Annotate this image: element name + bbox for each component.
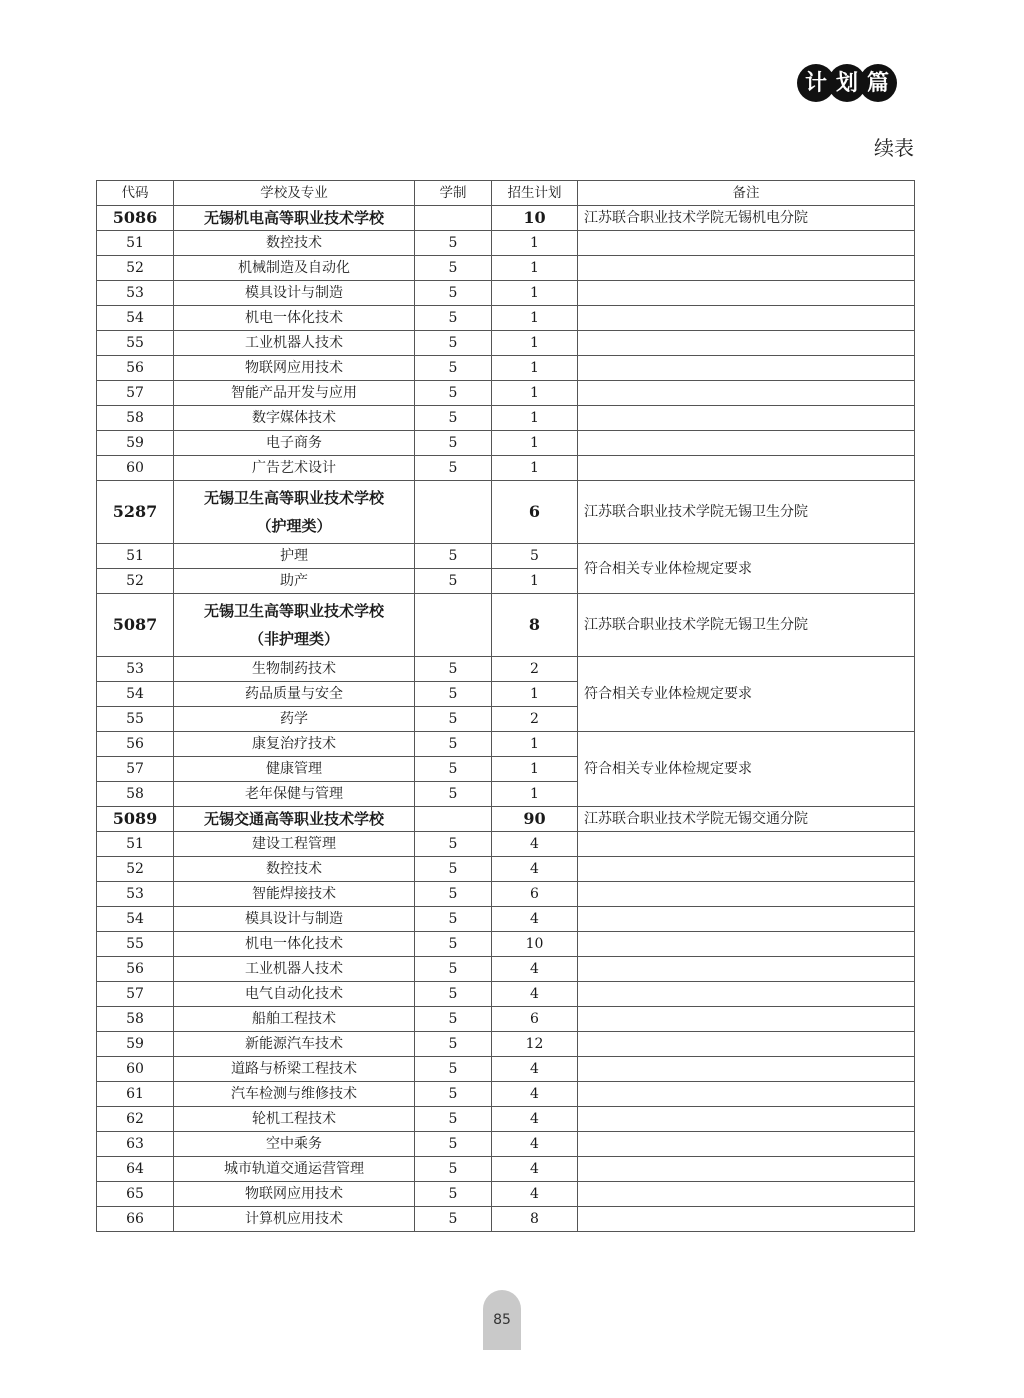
- major-name: 药学: [174, 707, 415, 732]
- major-name: 康复治疗技术: [174, 732, 415, 757]
- years: 5: [415, 1032, 492, 1057]
- major-name: 建设工程管理: [174, 832, 415, 857]
- major-code: 58: [97, 406, 174, 431]
- years: 5: [415, 1082, 492, 1107]
- major-row: [97, 256, 915, 281]
- years: 5: [415, 657, 492, 682]
- major-code: 62: [97, 1107, 174, 1132]
- enrollment-plan-table: [96, 180, 915, 1232]
- enrollment-plan: 1: [492, 356, 578, 381]
- column-header-plan: 招生计划: [492, 181, 578, 206]
- major-code: 60: [97, 456, 174, 481]
- enrollment-plan: 1: [492, 331, 578, 356]
- note: [578, 1007, 915, 1032]
- enrollment-plan: 10: [492, 932, 578, 957]
- note: [578, 1157, 915, 1182]
- major-code: 51: [97, 832, 174, 857]
- years: 5: [415, 431, 492, 456]
- enrollment-plan: 1: [492, 757, 578, 782]
- enrollment-plan: 4: [492, 1082, 578, 1107]
- years: 5: [415, 569, 492, 594]
- note: [578, 231, 915, 256]
- note: [578, 1082, 915, 1107]
- school-code: 5086: [97, 206, 174, 231]
- major-code: 51: [97, 544, 174, 569]
- note: [578, 1032, 915, 1057]
- note: 江苏联合职业技术学院无锡卫生分院: [578, 481, 915, 544]
- major-code: 55: [97, 331, 174, 356]
- note: 符合相关专业体检规定要求: [578, 544, 915, 594]
- enrollment-plan: 10: [492, 206, 578, 231]
- years: 5: [415, 331, 492, 356]
- enrollment-plan: 1: [492, 381, 578, 406]
- years: 5: [415, 406, 492, 431]
- major-code: 65: [97, 1182, 174, 1207]
- enrollment-plan: 4: [492, 982, 578, 1007]
- major-name: 物联网应用技术: [174, 356, 415, 381]
- major-code: 64: [97, 1157, 174, 1182]
- note: [578, 306, 915, 331]
- major-row: [97, 1007, 915, 1032]
- major-row: [97, 406, 915, 431]
- note: [578, 832, 915, 857]
- note: [578, 1107, 915, 1132]
- enrollment-plan: 4: [492, 1057, 578, 1082]
- years: 5: [415, 1107, 492, 1132]
- years: 5: [415, 682, 492, 707]
- major-name: 模具设计与制造: [174, 907, 415, 932]
- major-name: 广告艺术设计: [174, 456, 415, 481]
- section-logo: [797, 64, 897, 102]
- school-code: 5087: [97, 594, 174, 657]
- major-name: 轮机工程技术: [174, 1107, 415, 1132]
- enrollment-plan: 4: [492, 857, 578, 882]
- note: [578, 907, 915, 932]
- note: [578, 982, 915, 1007]
- major-code: 56: [97, 356, 174, 381]
- years: [415, 594, 492, 657]
- major-name: 道路与桥梁工程技术: [174, 1057, 415, 1082]
- major-row: [97, 281, 915, 306]
- note: [578, 256, 915, 281]
- major-code: 55: [97, 707, 174, 732]
- years: 5: [415, 782, 492, 807]
- enrollment-plan: 4: [492, 1157, 578, 1182]
- major-name: 机电一体化技术: [174, 306, 415, 331]
- enrollment-plan: 4: [492, 907, 578, 932]
- major-code: 56: [97, 732, 174, 757]
- major-code: 60: [97, 1057, 174, 1082]
- major-row: [97, 957, 915, 982]
- enrollment-plan: 5: [492, 544, 578, 569]
- enrollment-plan: 4: [492, 957, 578, 982]
- note: [578, 1132, 915, 1157]
- note: 江苏联合职业技术学院无锡卫生分院: [578, 594, 915, 657]
- major-code: 58: [97, 782, 174, 807]
- years: [415, 807, 492, 832]
- note: [578, 431, 915, 456]
- table-header-row: [97, 181, 915, 206]
- major-name: 船舶工程技术: [174, 1007, 415, 1032]
- note: [578, 406, 915, 431]
- enrollment-plan: 1: [492, 281, 578, 306]
- major-row: [97, 932, 915, 957]
- enrollment-plan: 2: [492, 707, 578, 732]
- years: 5: [415, 832, 492, 857]
- major-name: 电子商务: [174, 431, 415, 456]
- years: 5: [415, 1057, 492, 1082]
- enrollment-plan: 6: [492, 882, 578, 907]
- note: [578, 456, 915, 481]
- years: 5: [415, 231, 492, 256]
- school-row: [97, 481, 915, 544]
- logo-char-3: 篇: [859, 64, 897, 102]
- years: 5: [415, 757, 492, 782]
- enrollment-plan: 1: [492, 732, 578, 757]
- school-code: 5287: [97, 481, 174, 544]
- enrollment-plan: 8: [492, 594, 578, 657]
- school-name-line: 无锡卫生高等职业技术学校: [203, 602, 384, 620]
- major-code: 53: [97, 657, 174, 682]
- note: [578, 356, 915, 381]
- school-code: 5089: [97, 807, 174, 832]
- major-code: 52: [97, 256, 174, 281]
- school-name: [174, 594, 415, 657]
- years: 5: [415, 882, 492, 907]
- major-name: 新能源汽车技术: [174, 1032, 415, 1057]
- enrollment-plan: 4: [492, 1182, 578, 1207]
- note: [578, 932, 915, 957]
- school-row: [97, 594, 915, 657]
- major-row: [97, 857, 915, 882]
- major-code: 52: [97, 857, 174, 882]
- major-name: 健康管理: [174, 757, 415, 782]
- enrollment-plan: 90: [492, 807, 578, 832]
- enrollment-plan: 4: [492, 1107, 578, 1132]
- major-name: 工业机器人技术: [174, 331, 415, 356]
- major-name: 生物制药技术: [174, 657, 415, 682]
- school-row: [97, 807, 915, 832]
- major-code: 54: [97, 306, 174, 331]
- school-name: [174, 481, 415, 544]
- years: 5: [415, 982, 492, 1007]
- major-row: [97, 1182, 915, 1207]
- years: 5: [415, 1007, 492, 1032]
- major-name: 药品质量与安全: [174, 682, 415, 707]
- major-code: 54: [97, 907, 174, 932]
- major-row: [97, 231, 915, 256]
- school-row: [97, 206, 915, 231]
- major-name: 工业机器人技术: [174, 957, 415, 982]
- major-row: [97, 1107, 915, 1132]
- years: 5: [415, 932, 492, 957]
- major-code: 63: [97, 1132, 174, 1157]
- enrollment-plan: 1: [492, 256, 578, 281]
- major-name: 空中乘务: [174, 1132, 415, 1157]
- note: [578, 381, 915, 406]
- years: 5: [415, 356, 492, 381]
- major-name: 汽车检测与维修技术: [174, 1082, 415, 1107]
- enrollment-plan: 1: [492, 456, 578, 481]
- school-category-line: （护理类）: [256, 517, 332, 535]
- major-row: [97, 456, 915, 481]
- major-code: 57: [97, 381, 174, 406]
- major-name: 老年保健与管理: [174, 782, 415, 807]
- years: 5: [415, 1132, 492, 1157]
- major-code: 57: [97, 982, 174, 1007]
- years: 5: [415, 1182, 492, 1207]
- major-row: [97, 832, 915, 857]
- years: [415, 481, 492, 544]
- major-row: [97, 982, 915, 1007]
- note: [578, 1207, 915, 1232]
- enrollment-plan: 1: [492, 431, 578, 456]
- major-name: 护理: [174, 544, 415, 569]
- years: 5: [415, 381, 492, 406]
- note: 符合相关专业体检规定要求: [578, 657, 915, 732]
- years: 5: [415, 707, 492, 732]
- enrollment-plan: 1: [492, 306, 578, 331]
- note: [578, 957, 915, 982]
- major-row: [97, 1207, 915, 1232]
- major-row: [97, 381, 915, 406]
- years: 5: [415, 256, 492, 281]
- enrollment-plan: 4: [492, 832, 578, 857]
- note: [578, 331, 915, 356]
- years: 5: [415, 1157, 492, 1182]
- major-code: 61: [97, 1082, 174, 1107]
- major-name: 机械制造及自动化: [174, 256, 415, 281]
- table-body: [97, 206, 915, 1232]
- years: 5: [415, 456, 492, 481]
- page-number: 85: [493, 1312, 511, 1328]
- major-code: 54: [97, 682, 174, 707]
- major-name: 电气自动化技术: [174, 982, 415, 1007]
- major-name: 计算机应用技术: [174, 1207, 415, 1232]
- major-row: [97, 907, 915, 932]
- column-header-years: 学制: [415, 181, 492, 206]
- major-row: [97, 657, 915, 682]
- major-row: [97, 544, 915, 569]
- major-name: 智能焊接技术: [174, 882, 415, 907]
- major-name: 物联网应用技术: [174, 1182, 415, 1207]
- major-name: 数字媒体技术: [174, 406, 415, 431]
- note: [578, 857, 915, 882]
- column-header-note: 备注: [578, 181, 915, 206]
- note: [578, 281, 915, 306]
- major-code: 53: [97, 882, 174, 907]
- years: [415, 206, 492, 231]
- years: 5: [415, 1207, 492, 1232]
- major-name: 智能产品开发与应用: [174, 381, 415, 406]
- major-name: 数控技术: [174, 231, 415, 256]
- major-row: [97, 356, 915, 381]
- years: 5: [415, 281, 492, 306]
- major-code: 58: [97, 1007, 174, 1032]
- major-row: [97, 882, 915, 907]
- major-code: 55: [97, 932, 174, 957]
- enrollment-plan: 6: [492, 481, 578, 544]
- major-name: 数控技术: [174, 857, 415, 882]
- major-name: 模具设计与制造: [174, 281, 415, 306]
- major-name: 机电一体化技术: [174, 932, 415, 957]
- school-name-line: 无锡卫生高等职业技术学校: [203, 489, 384, 507]
- school-name: 无锡交通高等职业技术学校: [174, 807, 415, 832]
- major-code: 52: [97, 569, 174, 594]
- major-code: 51: [97, 231, 174, 256]
- enrollment-plan: 1: [492, 782, 578, 807]
- years: 5: [415, 306, 492, 331]
- major-row: [97, 331, 915, 356]
- major-row: [97, 1082, 915, 1107]
- major-code: 57: [97, 757, 174, 782]
- major-name: 城市轨道交通运营管理: [174, 1157, 415, 1182]
- major-code: 66: [97, 1207, 174, 1232]
- major-row: [97, 1132, 915, 1157]
- major-code: 53: [97, 281, 174, 306]
- note: [578, 1057, 915, 1082]
- major-code: 56: [97, 957, 174, 982]
- continued-table-label: 续表: [874, 136, 914, 160]
- note: 江苏联合职业技术学院无锡交通分院: [578, 807, 915, 832]
- column-header-school-major: 学校及专业: [174, 181, 415, 206]
- note: [578, 882, 915, 907]
- enrollment-plan: 1: [492, 231, 578, 256]
- years: 5: [415, 732, 492, 757]
- enrollment-plan: 6: [492, 1007, 578, 1032]
- major-code: 59: [97, 431, 174, 456]
- years: 5: [415, 907, 492, 932]
- note: 符合相关专业体检规定要求: [578, 732, 915, 807]
- column-header-code: 代码: [97, 181, 174, 206]
- logo-char-2: 划: [828, 64, 866, 102]
- enrollment-plan: 1: [492, 682, 578, 707]
- years: 5: [415, 957, 492, 982]
- major-code: 59: [97, 1032, 174, 1057]
- enrollment-plan: 12: [492, 1032, 578, 1057]
- school-category-line: （非护理类）: [248, 630, 339, 648]
- school-name: 无锡机电高等职业技术学校: [174, 206, 415, 231]
- logo-char-1: 计: [797, 64, 835, 102]
- years: 5: [415, 544, 492, 569]
- enrollment-plan: 8: [492, 1207, 578, 1232]
- enrollment-plan: 1: [492, 406, 578, 431]
- major-row: [97, 1032, 915, 1057]
- enrollment-plan: 1: [492, 569, 578, 594]
- major-row: [97, 1057, 915, 1082]
- note: [578, 1182, 915, 1207]
- major-row: [97, 1157, 915, 1182]
- years: 5: [415, 857, 492, 882]
- major-name: 助产: [174, 569, 415, 594]
- enrollment-plan: 2: [492, 657, 578, 682]
- major-row: [97, 306, 915, 331]
- enrollment-plan: 4: [492, 1132, 578, 1157]
- note: 江苏联合职业技术学院无锡机电分院: [578, 206, 915, 231]
- major-row: [97, 732, 915, 757]
- major-row: [97, 431, 915, 456]
